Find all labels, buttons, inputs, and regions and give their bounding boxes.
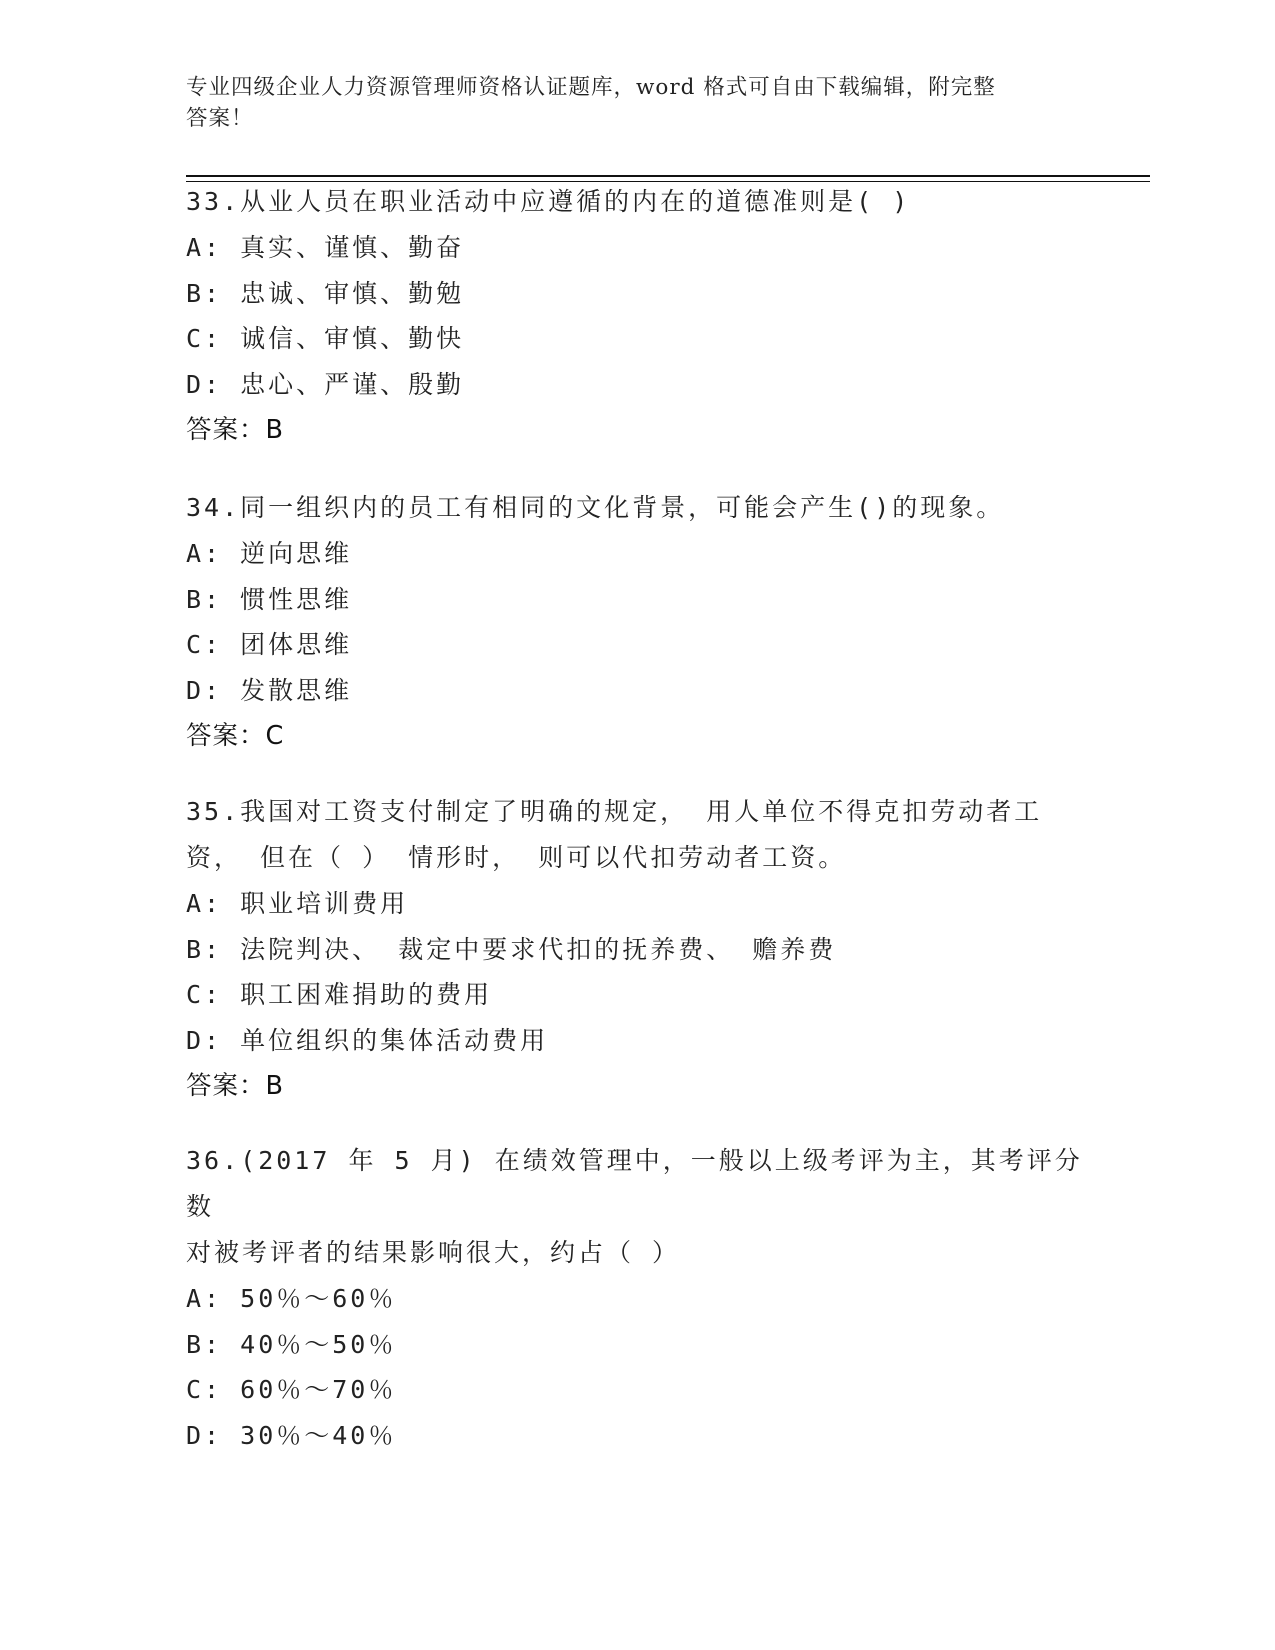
answer: 答案：C	[186, 721, 285, 751]
question-34	[186, 485, 1086, 759]
answer: 答案：B	[186, 1071, 284, 1101]
question-stem: 33.从业人员在职业活动中应遵循的内在的道德准则是( )	[186, 187, 911, 216]
header-divider-thick	[186, 175, 1150, 177]
option-d: D: 30％～40％	[186, 1420, 397, 1450]
option-a: A: 真实、谨慎、勤奋	[186, 233, 465, 262]
option-b: B: 惯性思维	[186, 584, 353, 614]
option-c: C: 团体思维	[186, 630, 353, 659]
question-stem-line-1: 36.(2017 年 5 月) 在绩效管理中，一般以上级考评为主，其考评分数	[186, 1146, 1083, 1221]
option-a: A: 50％～60％	[186, 1284, 397, 1313]
question-35	[186, 789, 1086, 1109]
question-36	[186, 1138, 1086, 1458]
option-c: C: 60％～70％	[186, 1375, 397, 1404]
option-b: B: 法院判决、 裁定中要求代扣的抚养费、 赡养费	[186, 934, 837, 964]
answer: 答案：B	[186, 415, 284, 445]
question-33	[186, 179, 1086, 453]
option-c: C: 诚信、审慎、勤快	[186, 324, 465, 353]
option-b: B: 忠诚、审慎、勤勉	[186, 278, 465, 308]
option-a: A: 逆向思维	[186, 539, 353, 568]
header-line-2: 答案！	[186, 106, 254, 131]
option-d: D: 单位组织的集体活动费用	[186, 1025, 549, 1055]
option-d: D: 忠心、严谨、殷勤	[186, 369, 465, 399]
question-stem-line-2: 资， 但在（ ） 情形时， 则可以代扣劳动者工资。	[186, 843, 847, 872]
option-d: D: 发散思维	[186, 675, 353, 705]
header-line-1: 专业四级企业人力资源管理师资格认证题库，word 格式可自由下载编辑，附完整	[186, 75, 996, 100]
document-header	[186, 72, 1066, 134]
question-stem-line-2: 对被考评者的结果影响很大，约占（ ）	[186, 1238, 681, 1267]
option-a: A: 职业培训费用	[186, 889, 409, 918]
option-c: C: 职工困难捐助的费用	[186, 980, 493, 1009]
question-stem: 34.同一组织内的员工有相同的文化背景，可能会产生()的现象。	[186, 493, 1005, 522]
question-stem-line-1: 35.我国对工资支付制定了明确的规定， 用人单位不得克扣劳动者工	[186, 797, 1043, 826]
option-b: B: 40％～50％	[186, 1329, 397, 1359]
